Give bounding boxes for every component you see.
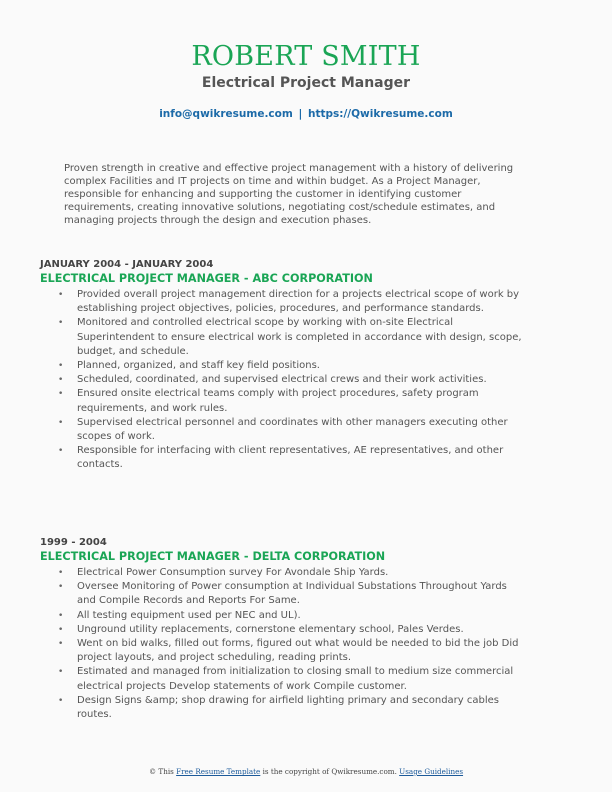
summary-paragraph: Proven strength in creative and effective project management with a history of delivering complex Facilities and IT projects on time and within budget. As a Project Manager, responsible for enhancing and supporting the customer in identifying customer requirements, creating innovative solutions, negotiating cost/schedule estimates, and managing projects through the design and execution phases. [64, 163, 514, 226]
bullet-text: Design Signs &amp; shop drawing for airfield lighting primary and secondary cables routes. [77, 694, 499, 721]
free-resume-template-link[interactable]: Free Resume Template [176, 767, 261, 776]
bullet-icon: • [58, 361, 64, 372]
bullet-text: Unground utility replacements, cornerstone elementary school, Pales Verdes. [77, 623, 464, 635]
list-item [40, 444, 527, 472]
experience-entry [40, 537, 530, 722]
bullet-text: Planned, organized, and staff key field positions. [77, 360, 320, 372]
bullet-icon: • [58, 446, 64, 457]
list-item [40, 316, 527, 359]
bullet-text: Monitored and controlled electrical scope by working with on-site Electrical Superintendent to ensure electrical work is completed in accordance with design, scope, budget, and schedule. [77, 317, 522, 357]
list-item [40, 566, 527, 580]
bullet-icon: • [58, 695, 64, 706]
list-item [40, 623, 527, 637]
resume-header [0, 42, 612, 121]
bullet-text: Ensured onsite electrical teams comply with project procedures, safety program requirements, and work rules. [77, 388, 479, 414]
job-bullet-list [40, 288, 530, 473]
bullet-text: Provided overall project management direction for a projects electrical scope of work by establishing project objectives, policies, procedures, and performance standards. [77, 289, 520, 315]
list-item [40, 359, 527, 373]
bullet-text: Estimated and managed from initialization to closing small to medium size commercial electrical projects Develop statements of work Compile customer. [77, 666, 514, 692]
list-item [40, 288, 527, 316]
website-link[interactable]: https://Qwikresume.com [307, 108, 453, 120]
bullet-text: Oversee Monitoring of Power consumption at Individual Substations Throughout Yards and Compile Records and Reports For Same. [77, 581, 507, 607]
email-link[interactable]: info@qwikresume.com [159, 108, 293, 120]
job-dates: 1999 - 2004 [40, 537, 107, 548]
experience-entry [40, 259, 530, 473]
bullet-text: All testing equipment used per NEC and UL). [77, 609, 301, 621]
bullet-text: Responsible for interfacing with client representatives, AE representatives, and other contacts. [77, 445, 504, 471]
bullet-icon: • [58, 417, 64, 428]
candidate-name: ROBERT SMITH [191, 41, 421, 72]
bullet-icon: • [58, 375, 64, 386]
bullet-icon: • [58, 624, 64, 635]
job-bullet-list [40, 566, 530, 722]
list-item [40, 665, 527, 693]
bullet-icon: • [58, 389, 64, 400]
list-item [40, 694, 527, 722]
contact-separator: | [298, 108, 303, 120]
list-item [40, 580, 527, 608]
copyright-footer [0, 767, 612, 776]
bullet-icon: • [58, 290, 64, 300]
job-role: ELECTRICAL PROJECT MANAGER - DELTA CORPORATION [40, 550, 386, 563]
bullet-text: Supervised electrical personnel and coordinates with other managers executing other scopes of work. [77, 416, 508, 443]
bullet-icon: • [58, 610, 64, 621]
footer-copyright-text: is the copyright of Qwikresume.com. [262, 767, 397, 776]
list-item [40, 387, 527, 415]
bullet-icon: • [58, 667, 64, 678]
usage-guidelines-link[interactable]: Usage Guidelines [399, 767, 464, 776]
job-role: ELECTRICAL PROJECT MANAGER - ABC CORPORATION [40, 272, 373, 285]
contact-line [0, 107, 612, 121]
list-item [40, 637, 527, 665]
bullet-icon: • [58, 318, 64, 329]
list-item [40, 373, 527, 387]
list-item [40, 416, 527, 444]
list-item [40, 609, 527, 623]
bullet-text: Went on bid walks, filled out forms, figured out what would be needed to bid the job Did project layouts, and project scheduling, reading prints. [77, 638, 519, 664]
bullet-icon: • [58, 582, 64, 593]
bullet-text: Scheduled, coordinated, and supervised electrical crews and their work activities. [77, 374, 487, 386]
job-dates: JANUARY 2004 - JANUARY 2004 [40, 259, 214, 270]
footer-prefix: © This [148, 767, 174, 776]
bullet-text: Electrical Power Consumption survey For Avondale Ship Yards. [77, 567, 389, 578]
candidate-title: Electrical Project Manager [201, 75, 411, 91]
bullet-icon: • [58, 568, 64, 578]
bullet-icon: • [58, 639, 64, 650]
